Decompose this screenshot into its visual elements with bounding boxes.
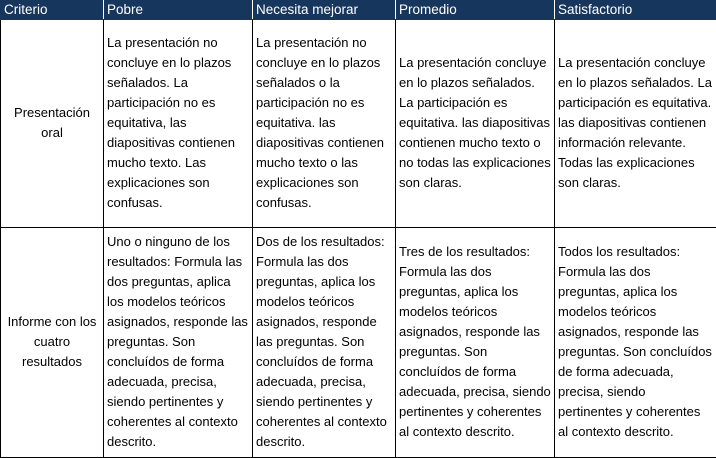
table-row <box>1 227 716 457</box>
rubric-cell-pobre: La presentación no concluye en lo plazos señalados. La participación no es equitativa, las diapositivas contienen mucho texto. Las explicaciones son confusas. <box>104 20 253 228</box>
criterion-cell: Presentación oral <box>1 20 104 228</box>
rubric-cell-necesita-mejorar: La presentación no concluye en lo plazos señalados o la participación no es equitativa. las diapositivas contienen mucho texto o las explicaciones son confusas. <box>253 20 396 228</box>
rubric-cell-pobre: Uno o ninguno de los resultados: Formula las dos preguntas, aplica los modelos teóricos asignados, responde las preguntas. Son concluídos de forma adecuada, precisa, siendo pertinentes y coherentes al contexto descrito. <box>104 227 253 457</box>
criterion-cell: Informe con los cuatro resultados <box>1 227 104 457</box>
header-row <box>1 1 716 20</box>
table-row <box>1 20 716 228</box>
header-necesita-mejorar: Necesita mejorar <box>253 1 396 20</box>
rubric-cell-promedio: Tres de los resultados: Formula las dos preguntas, aplica los modelos teóricos asignados, responde las preguntas. Son concluídos de forma adecuada, precisa, siendo pertinentes y coherentes al contexto descrito. <box>396 227 555 457</box>
header-criterio: Criterio <box>1 1 104 20</box>
rubric-header <box>1 1 716 20</box>
header-satisfactorio: Satisfactorio <box>555 1 716 20</box>
rubric-cell-satisfactorio: La presentación concluye en lo plazos señalados. La participación es equitativa. las diapositivas contienen información relevante. Todas las explicaciones son claras. <box>555 20 716 228</box>
rubric-cell-satisfactorio: Todos los resultados: Formula las dos preguntas, aplica los modelos teóricos asignados, responde las preguntas. Son concluídos de forma adecuada, precisa, siendo pertinentes y coherentes al contexto descrito. <box>555 227 716 457</box>
rubric-body <box>1 20 716 458</box>
header-promedio: Promedio <box>396 1 555 20</box>
header-pobre: Pobre <box>104 1 253 20</box>
rubric-cell-promedio: La presentación concluye en lo plazos señalados. La participación es equitativa. las diapositivas contienen mucho texto o no todas las explicaciones son claras. <box>396 20 555 228</box>
rubric-cell-necesita-mejorar: Dos de los resultados: Formula las dos preguntas, aplica los modelos teóricos asignados, responde las preguntas. Son concluídos de forma adecuada, precisa, siendo pertinentes y coherentes al contexto descrito. <box>253 227 396 457</box>
